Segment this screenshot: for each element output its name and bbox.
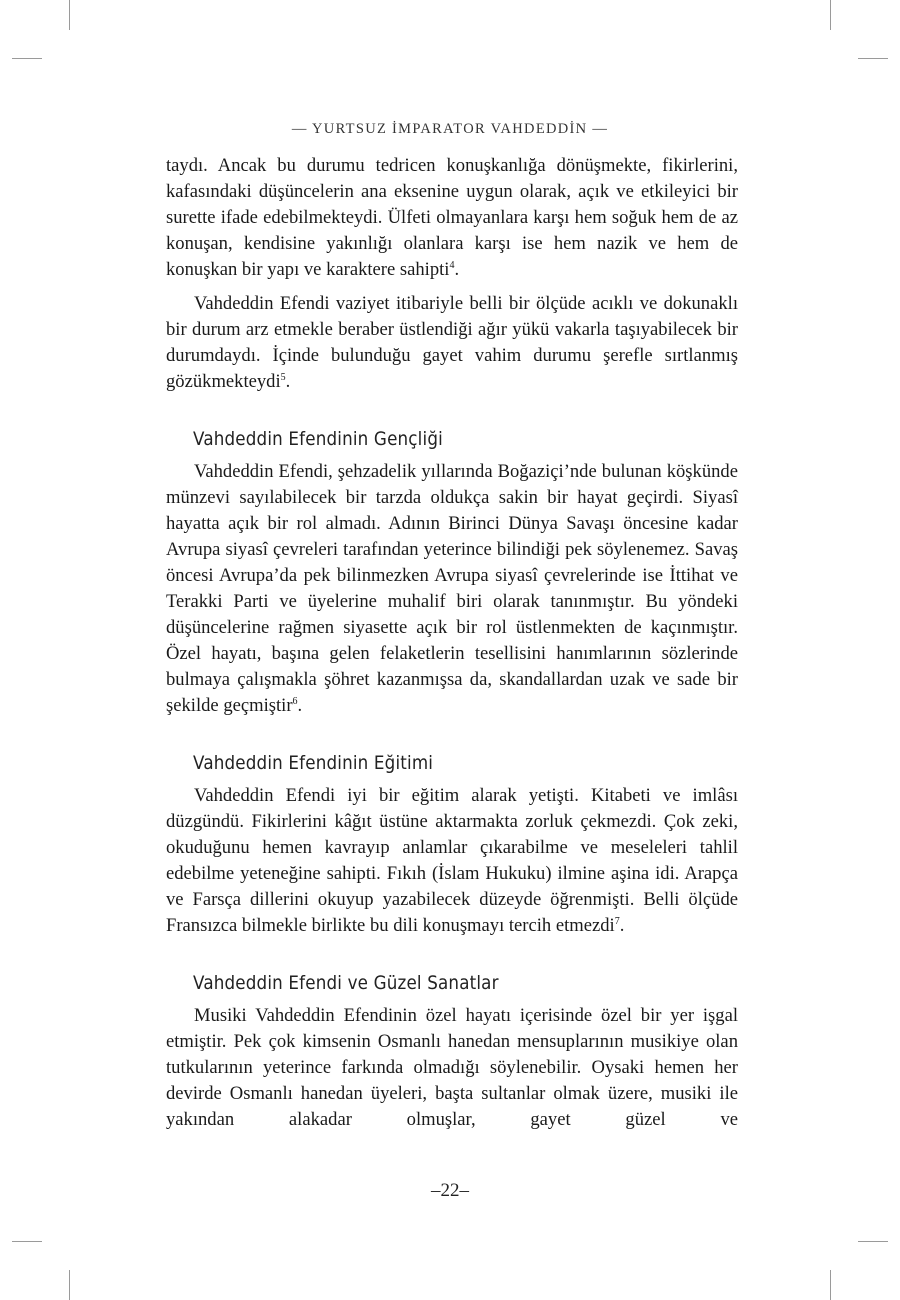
crop-mark: [830, 0, 831, 30]
paragraph: Vahdeddin Efendi iyi bir eğitim alarak yetişti. Kitabeti ve imlâsı düzgündü. Fikirlerini kâğıt üstüne aktarmakta zorluk çekmezdi. Çok zeki, okuduğunu hemen kavrayıp anlamlar çıkarabilme ve meseleleri tahlil edebilme yeteneğine sahipti. Fıkıh (İslam Hukuku) ilmine aşina idi. Arapça ve Farsça dillerini okuyup yazabilecek düzeyde öğrenmişti. Belli ölçüde Fransızca bilmekle birlikte bu dili konuşmayı tercih etmezdi$^7$.: [166, 785, 738, 936]
crop-mark: [69, 0, 70, 30]
footnote-ref: 7: [614, 915, 620, 927]
paragraph: Vahdeddin Efendi, şehzadelik yıllarında Boğaziçi’nde bulunan köşkünde münzevi sayılabilecek bir tarzda oldukça sakin bir hayat geçirdi. Siyasî hayatta açık bir rol almadı. Adının Birinci Dünya Savaşı öncesine kadar Avrupa siyasî çevreleri tarafından yeterince bilindiği pek söylenemez. Savaş öncesi Avrupa’da pek bilinmezken Avrupa siyasî çevrelerinde ise İttihat ve Terakki Parti ve üyelerine muhalif biri olarak tanınmıştır. Bu yöndeki düşüncelerine rağmen siyasette açık bir rol üstlenmekten de kaçınmıştır. Özel hayatı, başına gelen felaketlerin tesellisini hanımlarının sözlerinde bulmaya çalışmakla şöhret kazanmışsa da, skandallardan uzak ve sade bir şekilde geçmiştir$^6$.: [166, 461, 738, 716]
footnote-ref: 6: [292, 695, 298, 707]
crop-mark: [12, 58, 42, 59]
crop-mark: [858, 58, 888, 59]
crop-mark: [830, 1270, 831, 1300]
crop-mark: [858, 1241, 888, 1242]
section-heading: Vahdeddin Efendinin Gençliği: [193, 428, 443, 450]
page-number: –22–: [431, 1180, 469, 1201]
section-heading: Vahdeddin Efendi ve Güzel Sanatlar: [193, 972, 499, 994]
paragraph: Vahdeddin Efendi vaziyet itibariyle belli bir ölçüde acıklı ve dokunaklı bir durum arz etmekle beraber üstlendiği ağır yükü vakarla taşıyabilecek bir durumdaydı. İçinde bulunduğu gayet vahim durumu şerefle sırtlanmış gözükmekteydi$^5$.: [166, 293, 738, 392]
crop-mark: [12, 1241, 42, 1242]
footnote-ref: 4: [449, 259, 455, 271]
body-text: [166, 153, 738, 1133]
paragraph: taydı. Ancak bu durumu tedricen konuşkanlığa dönüşmekte, fikirlerini, kafasındaki düşüncelerin ana eksenine uygun olarak, açık ve etkileyici bir surette ifade edebilmekteydi. Ülfeti olmayanlara karşı hem soğuk hem de az konuşan, kendisine yakınlığı olanlara karşı ise hem nazik ve hem de konuşkan bir yapı ve karaktere sahipti$^4$.: [166, 155, 738, 280]
paragraph: Musiki Vahdeddin Efendinin özel hayatı içerisinde özel bir yer işgal etmiştir. Pek çok kimsenin Osmanlı hanedan mensuplarının musikiye olan tutkularının yeterince farkında olmadığı söylenebilir. Oysaki hemen her devirde Osmanlı hanedan üyeleri, başta sultanlar olmak üzere, musiki ile yakından alakadar olmuşlar, gayet güzel ve: [166, 1005, 738, 1130]
crop-mark: [69, 1270, 70, 1300]
running-header: — YURTSUZ İMPARATOR VAHDEDDİN —: [291, 121, 609, 137]
section-heading: Vahdeddin Efendinin Eğitimi: [193, 752, 434, 774]
footnote-ref: 5: [280, 371, 286, 383]
